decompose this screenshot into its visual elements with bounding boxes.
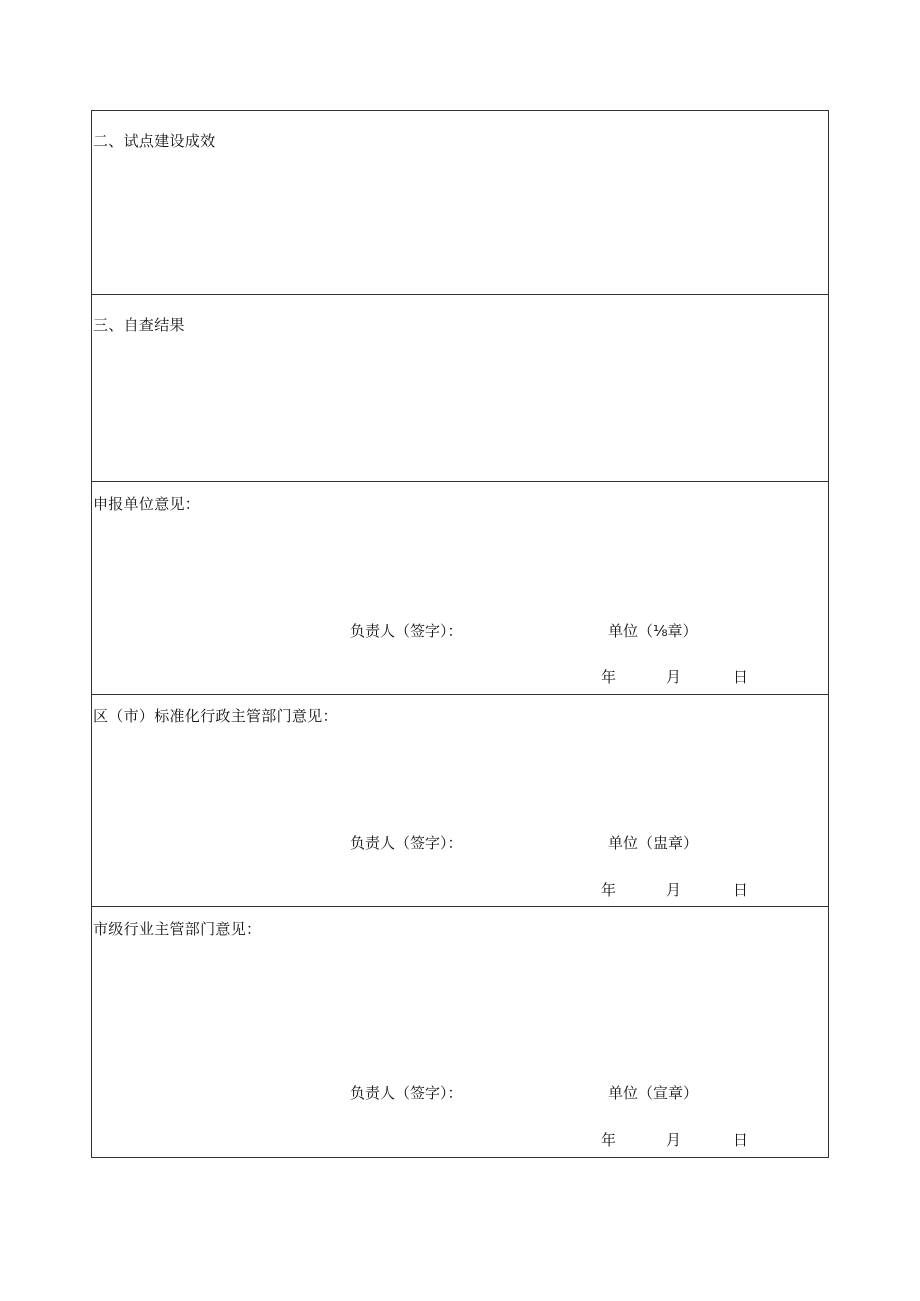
date-year-label: 年 <box>601 1131 617 1149</box>
date-month-label: 月 <box>666 668 682 686</box>
district-standardization-opinion-heading: 区（市）标准化行政主管部门意见： <box>93 707 338 725</box>
date-month-label: 月 <box>666 881 682 899</box>
applicant-opinion-section <box>92 482 828 695</box>
application-form-table <box>91 110 829 1158</box>
date-day-label: 日 <box>733 1131 749 1149</box>
self-check-section <box>92 295 828 482</box>
responsible-person-signature-label: 负责人（签字）： <box>350 834 463 852</box>
responsible-person-signature-label: 负责人（签字）： <box>350 622 463 640</box>
date-month-label: 月 <box>666 1131 682 1149</box>
pilot-results-section <box>92 111 828 295</box>
self-check-heading: 三、自查结果 <box>93 316 185 334</box>
unit-seal-label: 单位（宣章） <box>608 1084 699 1102</box>
pilot-results-heading: 二、试点建设成效 <box>93 132 216 150</box>
city-industry-opinion-section <box>92 907 828 1157</box>
responsible-person-signature-label: 负责人（签字）： <box>350 1084 463 1102</box>
date-year-label: 年 <box>601 668 617 686</box>
district-standardization-opinion-section <box>92 695 828 907</box>
date-day-label: 日 <box>733 881 749 899</box>
date-year-label: 年 <box>601 881 617 899</box>
applicant-opinion-heading: 申报单位意见： <box>93 495 201 513</box>
city-industry-opinion-heading: 市级行业主管部门意见： <box>93 920 262 938</box>
unit-seal-label: 单位（⅛章） <box>608 622 698 640</box>
unit-seal-label: 单位（盅章） <box>608 834 699 852</box>
date-day-label: 日 <box>733 668 749 686</box>
